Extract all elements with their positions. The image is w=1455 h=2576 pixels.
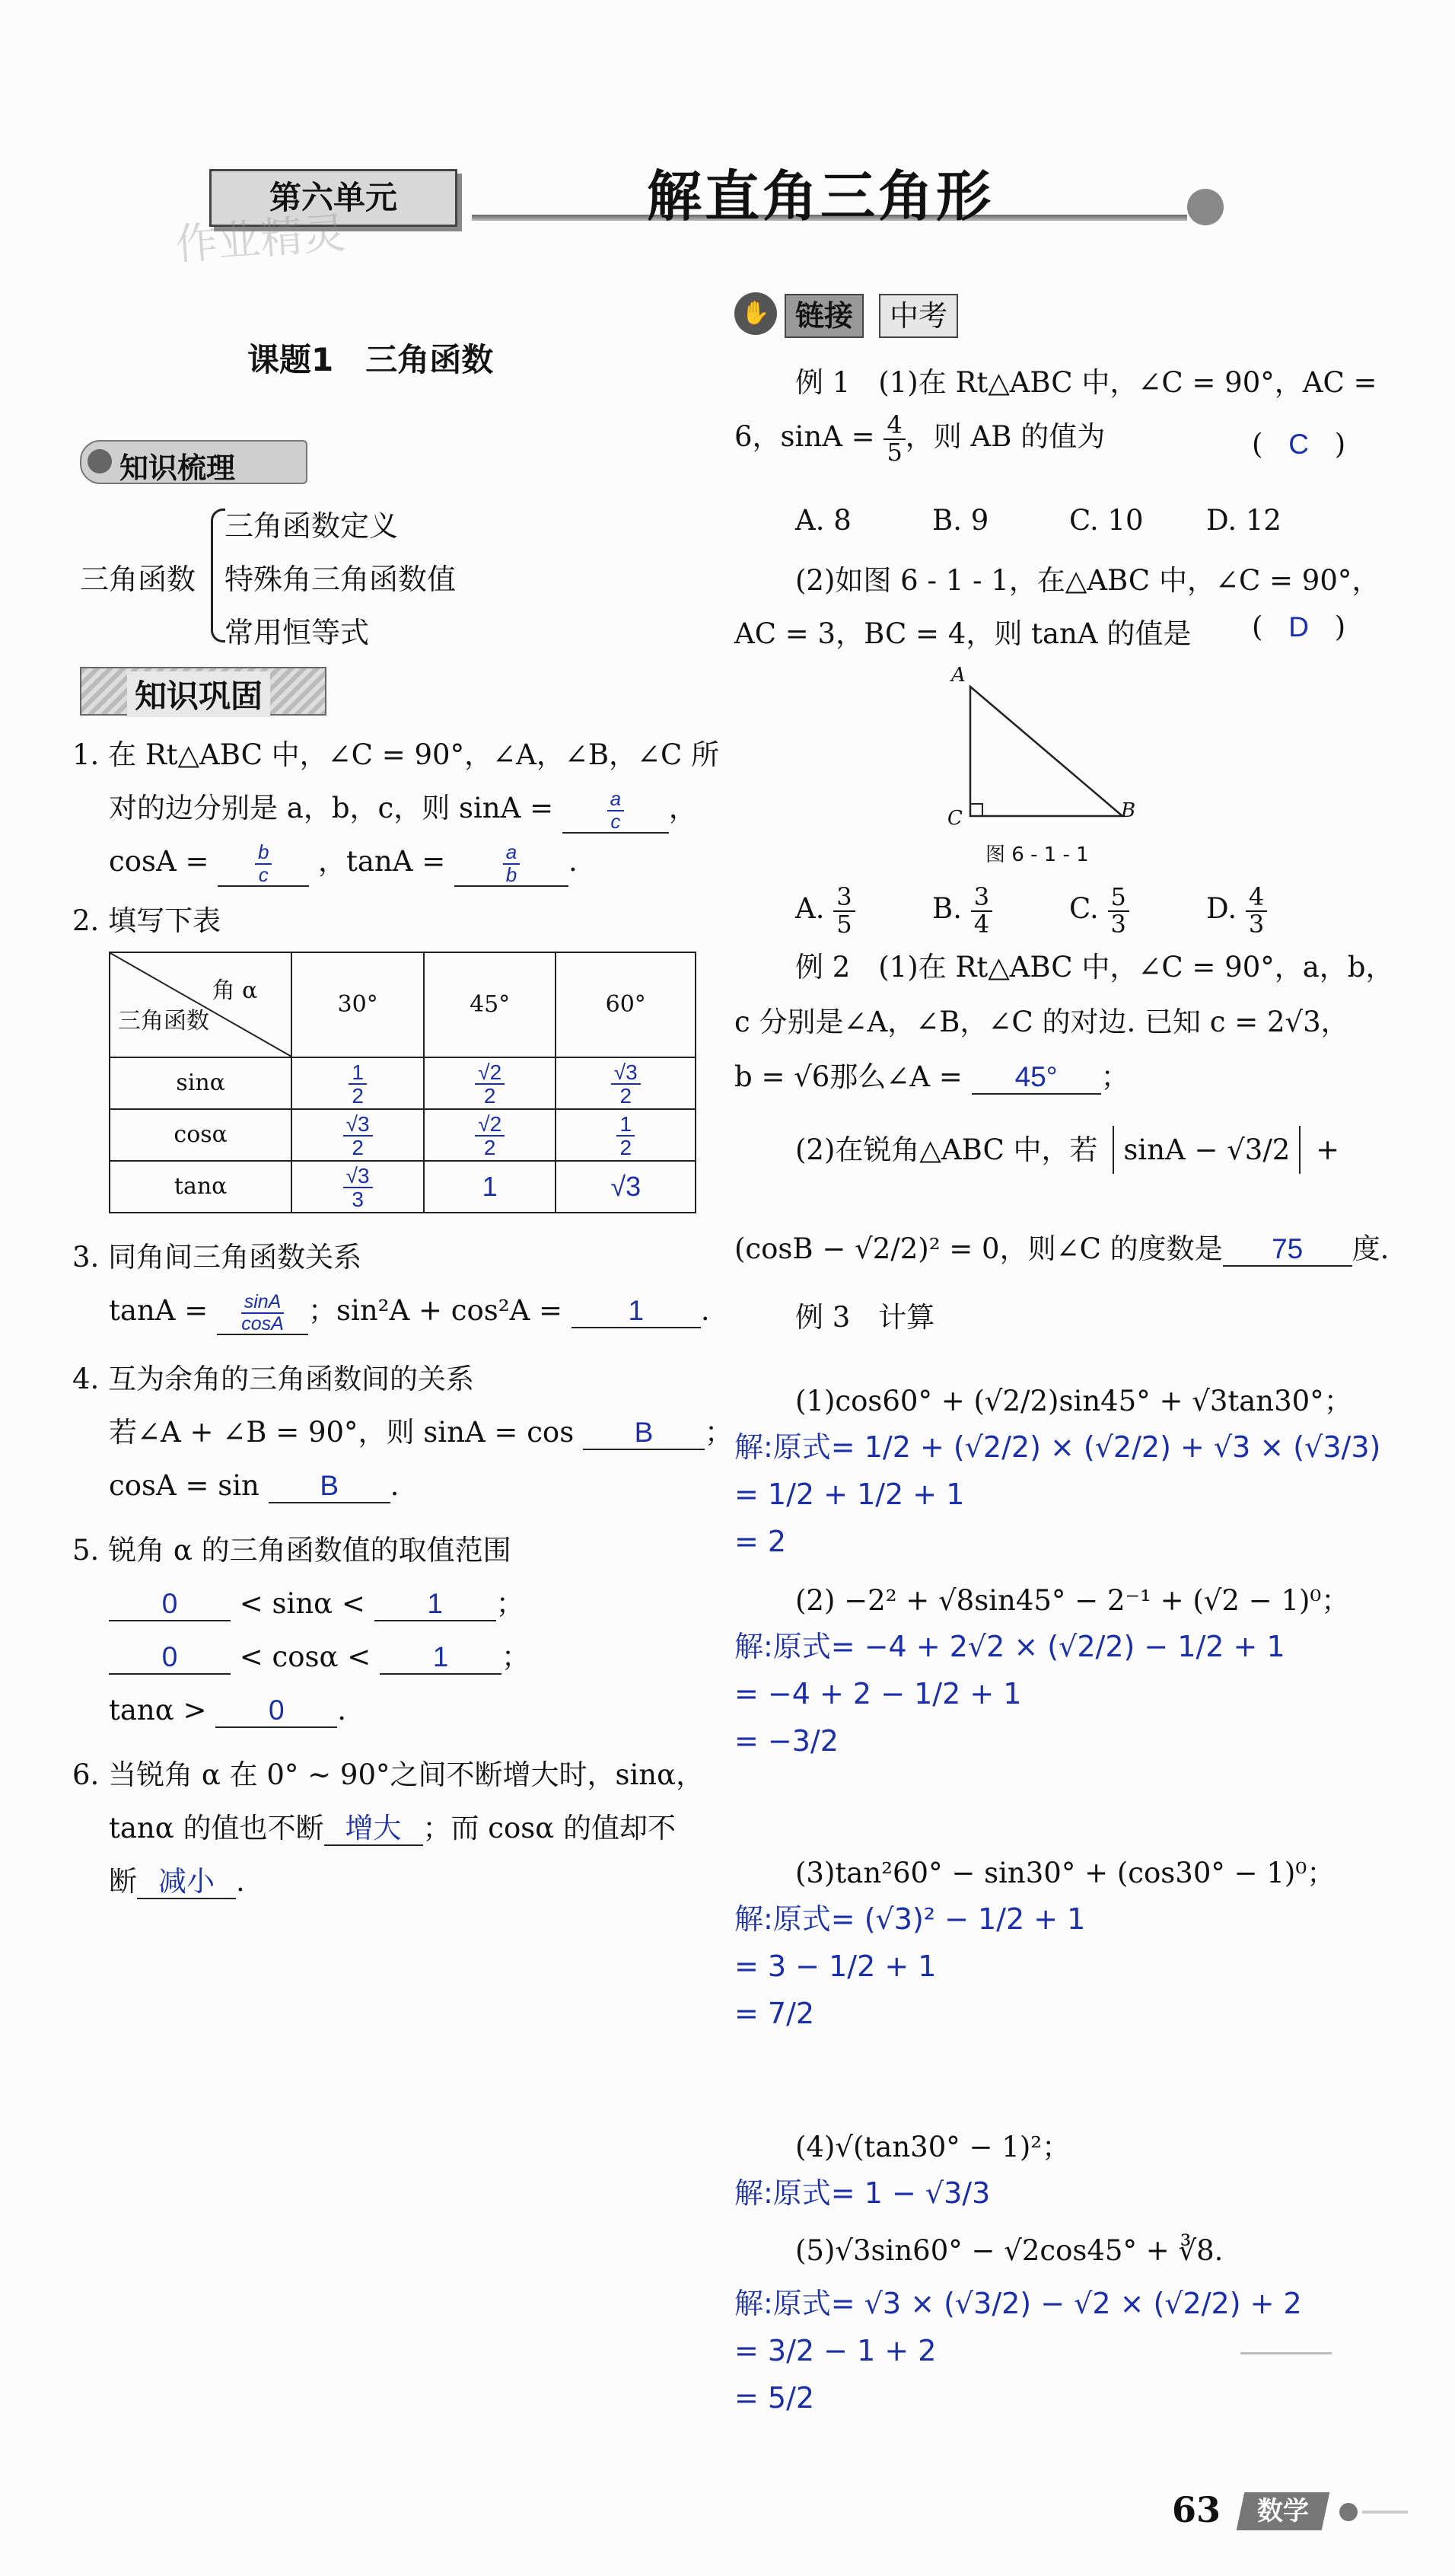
ex1-opt2-a: A. $\frac{3}{5}$ [795, 885, 932, 937]
ex3-s3-line3: = 7/2 [734, 1997, 815, 2030]
ex3-s1-line2: = 1/2 + 1/2 + 1 [734, 1478, 965, 1511]
ex2-p2b: + [1316, 1133, 1340, 1166]
ex1-line1: 例 1 (1)在 Rt△ABC 中，∠C = 90°，AC = [795, 366, 1377, 399]
ex1-line2 [734, 410, 1106, 467]
q6-answer-1: 增大 [324, 1813, 423, 1846]
ex2-p2d: = 0，则∠C 的度数是 [949, 1232, 1223, 1265]
example-1 [734, 359, 1419, 968]
table-col-60: 60° [556, 952, 696, 1057]
triangle-shape [970, 687, 1122, 816]
ex3-q5: (5)√3sin60° − √2cos45° + ∛8. [795, 2234, 1224, 2267]
table-cell: $\frac{√3}{2}$ [556, 1057, 696, 1109]
table-cell: $\frac{1}{2}$ [291, 1057, 424, 1109]
table-col-30: 30° [291, 952, 424, 1057]
section-summary-label: 知识梳理 [119, 451, 236, 485]
q5-cos-mid: < cosα < [239, 1640, 371, 1673]
q1-line1: 1. 在 Rt△ABC 中，∠C = 90°，∠A，∠B，∠C 所 [72, 738, 720, 771]
ex2-p2-line1 [795, 1127, 1339, 1168]
q1-cos-blank [218, 842, 309, 887]
lesson-title: 课题1 三角函数 [247, 341, 494, 378]
summary-branch-1: 三角函数定义 [224, 509, 399, 543]
q1-line3: cosA = $\frac{b}{c}$ ，tanA = $\frac{a}{b}$ . [109, 840, 578, 886]
q5-text: 5. 锐角 α 的三角函数值的取值范围 [72, 1534, 511, 1567]
q5-tan-range: tanα > 0 . [109, 1694, 347, 1726]
table-row-label: cosα [110, 1109, 291, 1161]
q6-text2a: tanα 的值也不断 [109, 1812, 324, 1844]
table-row [110, 1109, 696, 1161]
ex2-line1: 例 2 (1)在 Rt△ABC 中，∠C = 90°，a，b， [795, 951, 1394, 984]
ex1-opt2-c: C. $\frac{5}{3}$ [1069, 885, 1206, 937]
ex1-opt2-d: D. $\frac{4}{3}$ [1206, 885, 1343, 937]
q3-tan-label: tanA = [109, 1294, 218, 1327]
q3-identity-label: ；sin²A + cos²A = [308, 1294, 571, 1327]
table-cell: √3 [556, 1161, 696, 1213]
q1-cos-label: cosA = [109, 845, 218, 878]
q1-sin-answer: $\frac{a}{c}$ [607, 789, 624, 832]
summary-branch-3: 常用恒等式 [224, 616, 370, 649]
q5-sin-range: 0 < sinα < 1 ； [109, 1580, 524, 1628]
table-header-alpha: 角 α [212, 977, 258, 1004]
q1-tan-label: ，tanA = [318, 845, 455, 878]
ex2-line3: b = √6那么∠A = 45° ； [734, 1060, 1129, 1093]
ex1-options-2 [795, 882, 1343, 939]
summary-root: 三角函数 [80, 563, 196, 596]
q5-answer-4: 1 [380, 1642, 501, 1675]
ex1-answer-2: ( D ) [1252, 611, 1346, 643]
q1-tan-blank [454, 842, 568, 887]
header-dot [1187, 189, 1224, 225]
table-cell: $\frac{1}{2}$ [556, 1109, 696, 1161]
ex3-s2-line3: = −3/2 [734, 1724, 839, 1758]
table-corner-cell [110, 952, 291, 1057]
table-row [110, 1161, 696, 1213]
exam-label-2: 中考 [890, 299, 948, 333]
ex3-s2-line1: 解:原式= −4 + 2√2 × (√2/2) − 1/2 + 1 [734, 1630, 1285, 1663]
ex2-p2-line2 [734, 1226, 1389, 1267]
triangle-figure [940, 671, 1138, 831]
ex3-s1-line1: 解:原式= 1/2 + (√2/2) × (√2/2) + √3 × (√3/3) [734, 1430, 1381, 1464]
ex2-p2a: (2)在锐角△ABC 中，若 [795, 1133, 1098, 1166]
page-number: 63 [1172, 2489, 1221, 2530]
fig-label-a: A [951, 664, 966, 687]
ex1-options [795, 504, 1343, 537]
ex1-l2b: ，则 AB 的值为 [905, 420, 1106, 454]
ex3-q1: (1)cos60° + (√2/2)sin45° + √3tan30°； [795, 1385, 1352, 1417]
fig-label-c: C [947, 807, 963, 830]
ex3-title: 例 3 计算 [795, 1301, 935, 1334]
q3-blank-1 [217, 1292, 308, 1335]
table-cell: $\frac{√2}{2}$ [424, 1109, 556, 1161]
ex1-option-c: C. 10 [1069, 504, 1144, 537]
section-practice-tag [80, 667, 326, 716]
table-cell: $\frac{√3}{3}$ [291, 1161, 424, 1213]
q1-cos-answer: $\frac{b}{c}$ [255, 842, 272, 885]
exam-label-1: 链接 [795, 299, 854, 333]
q2-text: 2. 填写下表 [72, 904, 221, 937]
q6-line3: 断 减小 . [109, 1865, 245, 1898]
ex3-s4-line1: 解:原式= 1 − √3/3 [734, 2176, 991, 2210]
page-title: 解直角三角形 [647, 164, 995, 228]
summary-brace [211, 509, 225, 642]
ex2-l3: b = √6那么∠A = [734, 1060, 972, 1093]
ex2-p2e: 度. [1352, 1232, 1390, 1265]
ex3-q2: (2) −2² + √8sin45° − 2⁻¹ + (√2 − 1)⁰； [795, 1584, 1350, 1617]
table-col-45: 45° [424, 952, 556, 1057]
ex3-q3: (3)tan²60° − sin30° + (cos30° − 1)⁰； [795, 1857, 1336, 1889]
table-cell: $\frac{√2}{2}$ [424, 1057, 556, 1109]
q3-answer-1: $\frac{\sin A}{\cos A}$ [241, 1291, 284, 1334]
table-header-func: 三角函数 [118, 1008, 209, 1035]
q1-sin-blank [562, 789, 669, 834]
summary-icon [88, 449, 112, 473]
section-practice-label: 知识巩固 [127, 671, 270, 717]
table-header-row [110, 952, 696, 1057]
q4-line2: 若∠A + ∠B = 90°，则 sinA = cos B ； [109, 1416, 733, 1449]
q5-answer-5: 0 [215, 1695, 337, 1728]
ex1-l2a: 6，sinA = [734, 420, 884, 454]
footer-tail [1362, 2511, 1408, 2514]
table-cell: 1 [424, 1161, 556, 1213]
ex3-s3-line1: 解:原式= (√3)² − 1/2 + 1 [734, 1902, 1086, 1936]
q6-text2b: ；而 cosα 的值却不 [422, 1812, 677, 1844]
ex1-option-d: D. 12 [1206, 504, 1281, 537]
exam-tag-box1 [785, 294, 864, 338]
example-3 [734, 1294, 1419, 2482]
ex2-line2: c 分别是∠A，∠B，∠C 的对边. 已知 c = 2√3， [734, 1006, 1349, 1038]
ex2-abs-expr: sinA − √3/2 [1113, 1126, 1301, 1174]
ex3-q4: (4)√(tan30° − 1)²； [795, 2131, 1071, 2163]
q4-sin-label: 若∠A + ∠B = 90°，则 sinA = cos [109, 1416, 583, 1449]
ex1-answer-1: ( C ) [1252, 428, 1346, 461]
q5-answer-1: 0 [109, 1589, 231, 1621]
ex3-s5-line2: = 3/2 − 1 + 2 [734, 2334, 937, 2367]
hand-icon: ✋ [734, 292, 777, 335]
fig-caption: 图 6 - 1 - 1 [985, 843, 1089, 866]
q1-line2: 对的边分别是 a，b，c，则 sinA = $\frac{a}{c}$ ， [109, 787, 697, 833]
table-row [110, 1057, 696, 1109]
ex2-answer-1: 45° [972, 1062, 1101, 1095]
q2-table-wrap [109, 952, 696, 1213]
unit-label: 第六单元 [269, 179, 397, 216]
right-angle-mark [970, 804, 982, 816]
subject-label: 数学 [1257, 2496, 1309, 2527]
exam-tag-box2 [879, 294, 958, 338]
section-exam-tag [734, 288, 978, 341]
q4-text: 4. 互为余角的三角函数间的关系 [72, 1363, 475, 1395]
q4-answer-2: B [269, 1471, 390, 1503]
q4-line3: cosA = sin B . [109, 1469, 400, 1502]
subject-badge [1237, 2492, 1330, 2530]
trig-table [109, 952, 696, 1213]
ex3-s3-line2: = 3 − 1/2 + 1 [734, 1950, 937, 1983]
ex1-sin-frac: $\frac{4}{5}$ [884, 413, 905, 465]
ex1-option-b: B. 9 [932, 504, 989, 537]
footer-dot [1339, 2503, 1358, 2521]
table-row-label: tanα [110, 1161, 291, 1213]
q5-answer-3: 0 [109, 1642, 231, 1675]
q5-answer-2: 1 [374, 1589, 496, 1621]
q6-answer-2: 减小 [137, 1867, 236, 1899]
q5-tan-label: tanα > [109, 1694, 207, 1726]
watermark: 作业精灵 [174, 209, 348, 270]
q6-line2 [109, 1804, 676, 1853]
ex3-s5-line1: 解:原式= √3 × (√3/2) − √2 × (√2/2) + 2 [734, 2287, 1302, 2320]
table-cell: $\frac{√3}{2}$ [291, 1109, 424, 1161]
q5-cos-range: 0 < cosα < 1 ； [109, 1633, 530, 1682]
section-summary-tag [80, 440, 307, 484]
fig-label-b: B [1121, 799, 1136, 822]
ex3-s5-line3: = 5/2 [734, 2381, 815, 2415]
q3-answer-2: 1 [571, 1296, 701, 1328]
ex3-s1-line3: = 2 [734, 1525, 787, 1558]
table-row-label: sinα [110, 1057, 291, 1109]
ex1-p2-line2: AC = 3，BC = 4，则 tanA 的值是 [734, 617, 1192, 650]
q3-line2: tanA = $\frac{\sin A}{\cos A}$ ；sin²A + cos²A = 1 . [109, 1291, 710, 1334]
example-2 [734, 944, 1419, 1340]
ex1-opt2-b: B. $\frac{3}{4}$ [932, 885, 1069, 937]
q4-cos-label: cosA = sin [109, 1469, 269, 1502]
q4-answer-1: B [583, 1417, 705, 1450]
q1-tan-answer: $\frac{a}{b}$ [503, 842, 520, 885]
q5-sin-mid: < sinα < [239, 1587, 365, 1620]
ex3-s2-line2: = −4 + 2 − 1/2 + 1 [734, 1677, 1022, 1710]
q6-line1: 6. 当锐角 α 在 0° ~ 90°之间不断增大时，sinα， [72, 1758, 705, 1791]
ex2-p2c: (cosB − √2/2)² [734, 1232, 941, 1265]
q3-text: 3. 同角间三角函数关系 [72, 1241, 362, 1274]
summary-branch-2: 特殊角三角函数值 [224, 563, 457, 596]
ex2-answer-2: 75 [1223, 1234, 1352, 1267]
q6-text3: 断 [109, 1865, 137, 1898]
ex1-p2-line1: (2)如图 6 - 1 - 1，在△ABC 中，∠C = 90°， [795, 564, 1380, 597]
footer-rule [1240, 2352, 1332, 2354]
q1-text2: 对的边分别是 a，b，c，则 sinA = [109, 792, 562, 824]
ex1-option-a: A. 8 [795, 504, 852, 537]
